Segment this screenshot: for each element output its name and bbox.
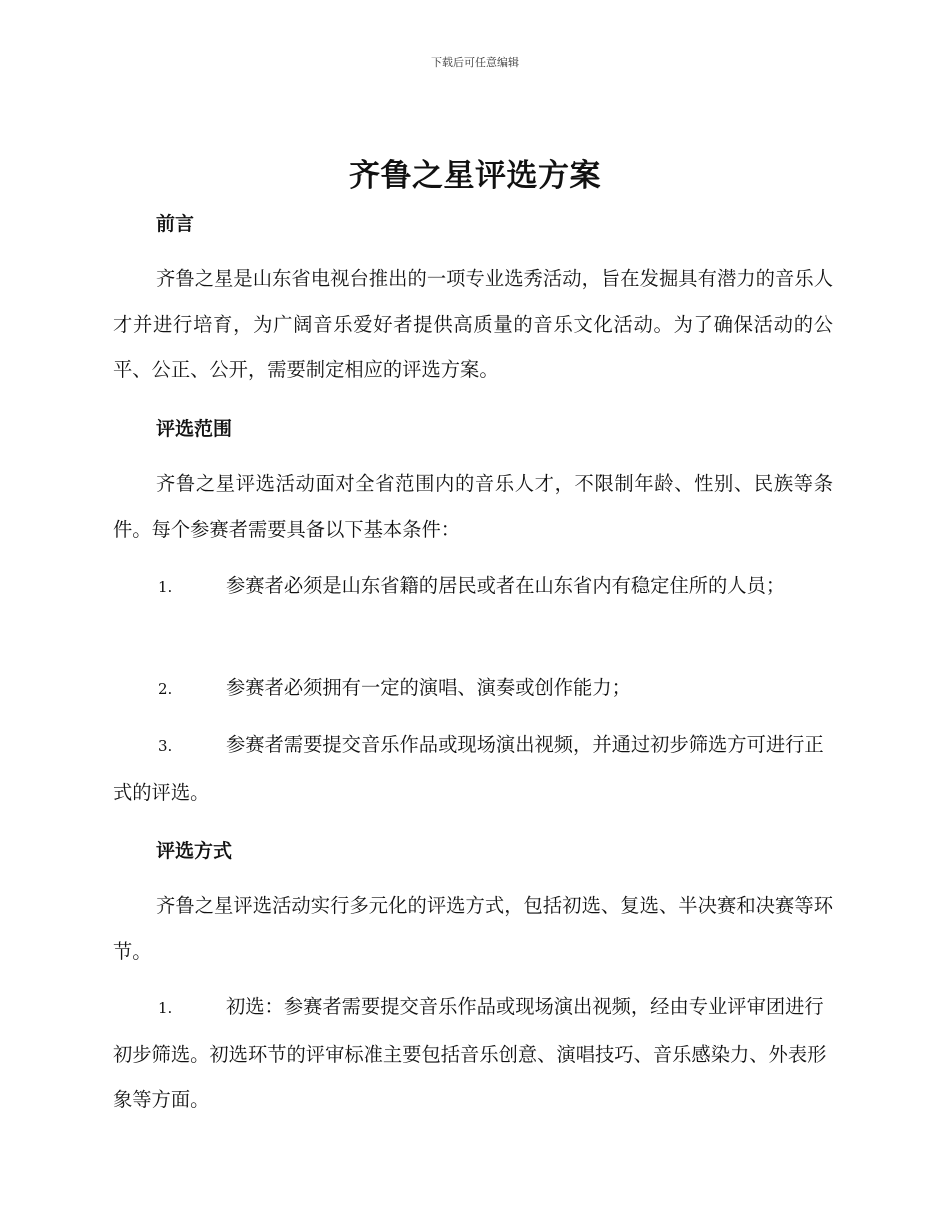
section-heading-method: 评选方式 <box>156 840 233 862</box>
section-heading-scope: 评选范围 <box>156 418 233 440</box>
list-item-text: 参赛者必须是山东省籍的居民或者在山东省内有稳定住所的人员； <box>226 574 786 597</box>
list-item <box>113 563 833 611</box>
list-item-number: 1. <box>158 999 173 1017</box>
list-item-number: 3. <box>158 737 173 755</box>
list-item-number: 2. <box>158 680 173 698</box>
list-item <box>113 722 833 815</box>
paragraph-method: 齐鲁之星评选活动实行多元化的评选方式，包括初选、复选、半决赛和决赛等环节。 <box>113 894 833 963</box>
list-item-number: 1. <box>158 578 173 596</box>
list-item <box>113 984 833 1123</box>
list-item-text: 初选：参赛者需要提交音乐作品或现场演出视频，经由专业评审团进行初步筛选。初选环节的评审标准主要包括音乐创意、演唱技巧、音乐感染力、外表形象等方面。 <box>113 995 827 1111</box>
document-title: 齐鲁之星评选方案 <box>349 158 601 194</box>
paragraph-preface: 齐鲁之星是山东省电视台推出的一项专业选秀活动，旨在发掘具有潜力的音乐人才并进行培育，为广阔音乐爱好者提供高质量的音乐文化活动。为了确保活动的公平、公正、公开，需要制定相应的评选方案。 <box>113 267 833 381</box>
list-item-text: 参赛者必须拥有一定的演唱、演奏或创作能力； <box>226 676 631 699</box>
section-heading-preface: 前言 <box>156 213 195 235</box>
list-item-text: 参赛者需要提交音乐作品或现场演出视频，并通过初步筛选方可进行正式的评选。 <box>113 733 824 804</box>
header-note: 下载后可任意编辑 <box>431 56 519 69</box>
list-item <box>113 665 833 713</box>
paragraph-scope: 齐鲁之星评选活动面对全省范围内的音乐人才，不限制年龄、性别、民族等条件。每个参赛者需要具备以下基本条件： <box>113 472 833 541</box>
